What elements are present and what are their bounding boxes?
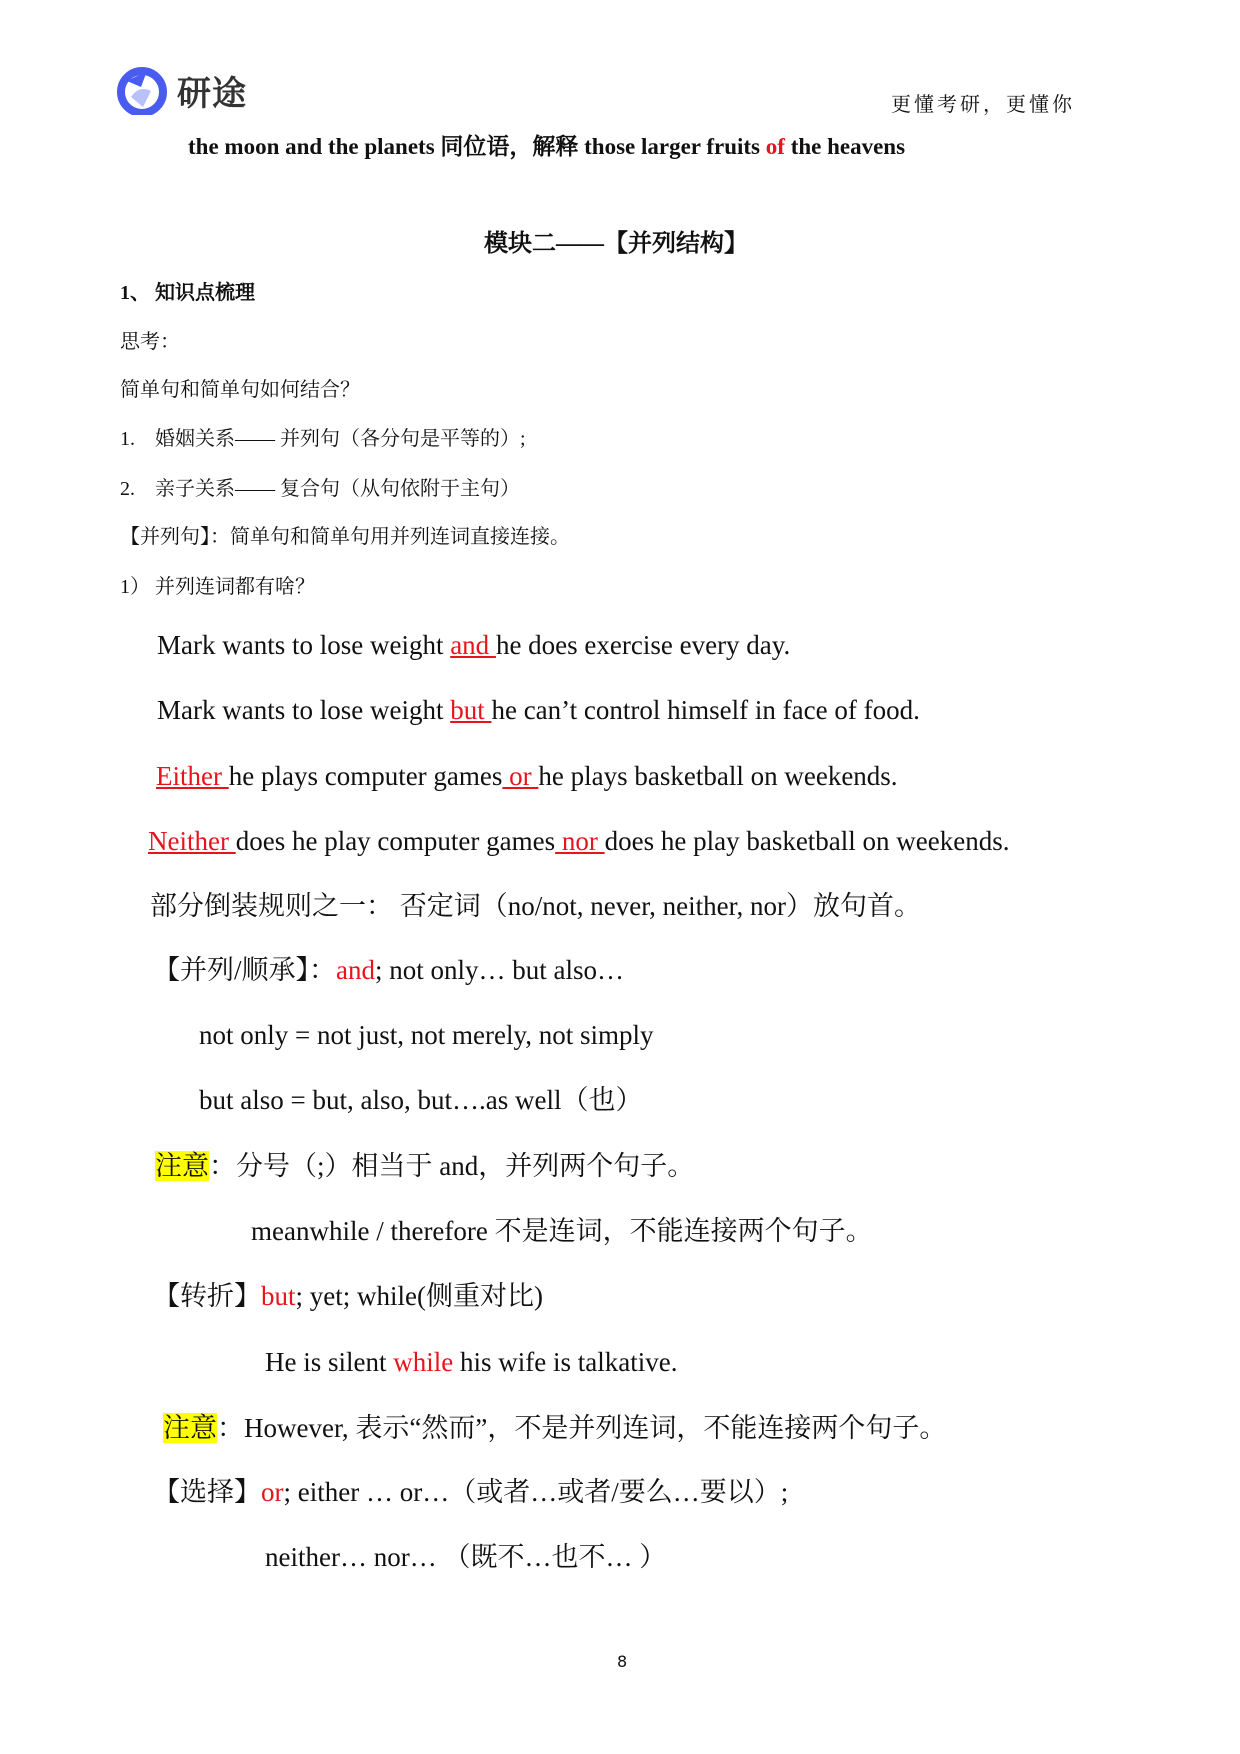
list-text: 亲子关系—— 复合句（从句依附于主句）: [155, 478, 520, 500]
parallel-heading: 【并列/顺承】：and; not only… but also…: [153, 955, 624, 985]
parallel-line-2: but also = but, also, but….as well（也）: [199, 1085, 643, 1115]
note-1: 注意：分号（;）相当于 and，并列两个句子。: [155, 1151, 695, 1181]
note-2: 注意：However, 表示“然而”，不是并列连词，不能连接两个句子。: [163, 1413, 947, 1443]
section-title: 模块二——【并列结构】: [484, 231, 748, 257]
logo-text: 研途: [177, 74, 247, 114]
slogan: 更懂考研，更懂你: [891, 92, 1075, 116]
think-label: 思考：: [120, 331, 180, 353]
example-but: Mark wants to lose weight but he can’t control himself in face of food.: [157, 695, 920, 725]
intro-red-word: of: [765, 134, 785, 159]
question: 简单句和简单句如何结合？: [120, 379, 360, 401]
note-1-line-2: meanwhile / therefore 不是连词，不能连接两个句子。: [251, 1216, 873, 1246]
list-num: 1.: [120, 428, 135, 450]
contrast-example: He is silent while his wife is talkative.: [265, 1347, 678, 1377]
list-num: 2.: [120, 478, 135, 500]
intro-text: the moon and the planets 同位语，解释 those larger fruits: [188, 134, 766, 159]
list-item: [120, 479, 520, 499]
page-number: 8: [617, 1652, 628, 1671]
unicorn-logo-icon: [117, 67, 167, 115]
parallel-line-1: not only = not just, not merely, not simply: [199, 1020, 654, 1050]
logo: [117, 66, 247, 115]
keyword-or: or: [502, 761, 539, 791]
choice-line-2: neither… nor… （既不…也不… ）: [265, 1542, 667, 1572]
note-highlight: 注意: [163, 1413, 217, 1443]
keyword-either: Either: [156, 761, 229, 791]
list-item: [120, 429, 526, 449]
keyword-but: but: [450, 695, 492, 725]
intro-line: [188, 135, 905, 158]
intro-text-end: the heavens: [784, 134, 906, 159]
inversion-rule: 部分倒装规则之一： 否定词（no/not, never, neither, nor）放句首。: [150, 891, 922, 921]
keyword-and: and: [450, 630, 496, 660]
question-1: 1） 并列连词都有啥？: [120, 576, 315, 598]
example-either-or: Either he plays computer games or he plays basketball on weekends.: [156, 761, 898, 791]
example-and: Mark wants to lose weight and he does exercise every day.: [157, 630, 791, 660]
example-neither-nor: Neither does he play computer games nor does he play basketball on weekends.: [148, 826, 1010, 856]
keyword-nor: nor: [555, 826, 605, 856]
list-text: 婚姻关系—— 并列句（各分句是平等的）;: [155, 428, 526, 450]
definition: 【并列句】：简单句和简单句用并列连词直接连接。: [120, 526, 570, 548]
subsection-heading: 1、 知识点梳理: [120, 282, 255, 304]
note-highlight: 注意: [155, 1151, 209, 1181]
choice-heading: 【选择】or; either … or…（或者…或者/要么…要以）;: [153, 1477, 789, 1507]
keyword-neither: Neither: [148, 826, 236, 856]
contrast-heading: 【转折】but; yet; while(侧重对比): [153, 1281, 543, 1311]
